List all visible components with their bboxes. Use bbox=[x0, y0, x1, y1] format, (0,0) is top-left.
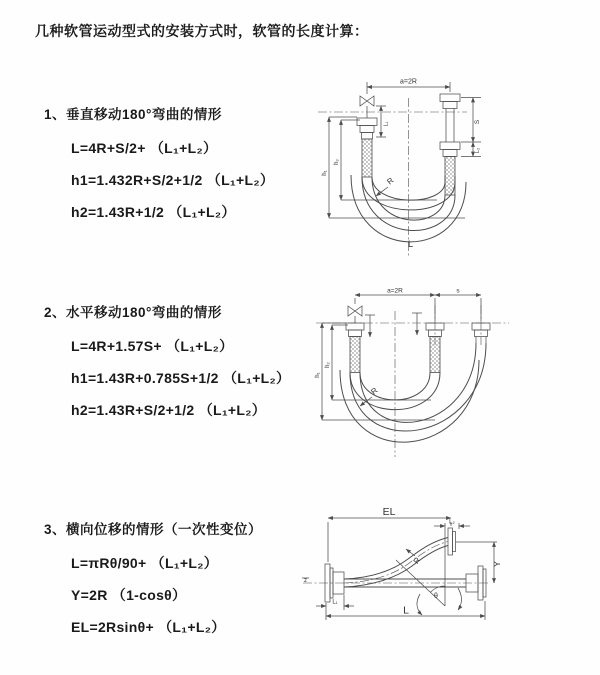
dim-label-L: L bbox=[407, 239, 414, 250]
dim-label-Y: Y bbox=[492, 561, 502, 567]
dim-label-a2r: a=2R bbox=[387, 287, 403, 295]
displaced-flange bbox=[448, 528, 456, 555]
formula-L: L=4R+S/2+ （L₁+L₂） bbox=[71, 140, 218, 156]
valve-icon bbox=[360, 96, 374, 118]
formula-h1: h1=1.432R+S/2+1/2 （L₁+L₂） bbox=[71, 172, 275, 188]
hose-u-arcs bbox=[340, 343, 486, 442]
formula-h2: h2=1.43R+1/2 （L₁+L₂） bbox=[71, 204, 236, 220]
radius-callout bbox=[406, 549, 422, 566]
section-1-formulas bbox=[71, 132, 274, 228]
dimension-a-2R bbox=[355, 288, 481, 322]
diagram-horizontal-180-bend bbox=[313, 285, 597, 465]
dimension-Y bbox=[456, 542, 502, 583]
section-2-formulas bbox=[71, 330, 290, 426]
dimension-L1 bbox=[316, 595, 354, 610]
dim-label-theta: θ bbox=[434, 593, 438, 600]
dim-label-R: R bbox=[385, 175, 396, 187]
section-1-heading: 1、垂直移动180°弯曲的情形 bbox=[44, 107, 222, 122]
section-3-heading: 3、横向位移的情形（一次性变位） bbox=[44, 522, 263, 537]
dim-label-L1: L₁ bbox=[383, 121, 390, 127]
section-3-formulas bbox=[71, 547, 262, 643]
moving-pipe-position-1 bbox=[426, 323, 444, 373]
dimension-a-2R bbox=[367, 79, 450, 95]
formula-Y: Y=2R （1-cosθ） bbox=[71, 587, 187, 603]
fixed-pipe-end bbox=[346, 323, 364, 373]
reference-arrows bbox=[365, 313, 422, 337]
dim-label-L1: L₁ bbox=[332, 599, 338, 606]
section-horizontal-180 bbox=[44, 301, 290, 426]
valve-icon bbox=[348, 306, 362, 323]
centerline-mark: z bbox=[304, 578, 307, 584]
dim-label-L: L bbox=[403, 604, 409, 617]
formula-h1: h1=1.43R+0.785S+1/2 （L₁+L₂） bbox=[71, 370, 291, 386]
section-lateral-displacement bbox=[44, 518, 262, 643]
moving-pipe-end bbox=[440, 94, 460, 195]
dimension-L1 bbox=[376, 106, 390, 137]
formula-EL: EL=2Rsinθ+ （L₁+L₂） bbox=[71, 619, 226, 635]
dim-label-h1: h₁ bbox=[315, 372, 321, 378]
dim-label-L2: L₂ bbox=[449, 519, 455, 526]
formula-h2: h2=1.43R+S/2+1/2 （L₁+L₂） bbox=[71, 402, 267, 418]
dim-label-S: S bbox=[474, 119, 481, 125]
fixed-pipe-end bbox=[357, 118, 377, 177]
dim-label-EL: EL bbox=[382, 506, 396, 518]
dimension-h2 bbox=[334, 120, 437, 200]
formula-L: L=4R+1.57S+ （L₁+L₂） bbox=[71, 338, 234, 354]
centerlines bbox=[316, 305, 509, 457]
dimension-EL bbox=[328, 506, 451, 562]
dim-label-L2: L₂ bbox=[475, 147, 481, 154]
dim-label-s: s bbox=[456, 287, 460, 295]
dimension-h2 bbox=[325, 325, 431, 400]
section-2-heading: 2、水平移动180°弯曲的情形 bbox=[44, 305, 222, 320]
diagram-lateral-displacement bbox=[298, 498, 600, 660]
page-title: 几种软管运动型式的安装方式时，软管的长度计算： bbox=[35, 23, 369, 39]
dim-label-R: R bbox=[369, 385, 380, 397]
dim-label-h2: h₂ bbox=[334, 159, 340, 165]
dim-label-h1: h₁ bbox=[322, 170, 328, 176]
dim-label-h2: h₂ bbox=[325, 362, 331, 368]
formula-L: L=πRθ/90+ （L₁+L₂） bbox=[71, 555, 219, 571]
dimension-S bbox=[461, 98, 481, 157]
section-vertical-180 bbox=[44, 103, 274, 228]
dimension-L2 bbox=[434, 520, 470, 530]
diagram-vertical-180-bend bbox=[315, 70, 585, 260]
dim-label-a2r: a=2R bbox=[400, 78, 417, 86]
angle-theta-construction bbox=[396, 529, 462, 615]
radius-callout bbox=[376, 176, 396, 196]
displaced-hose bbox=[344, 538, 448, 588]
dim-label-R: R bbox=[411, 555, 423, 566]
